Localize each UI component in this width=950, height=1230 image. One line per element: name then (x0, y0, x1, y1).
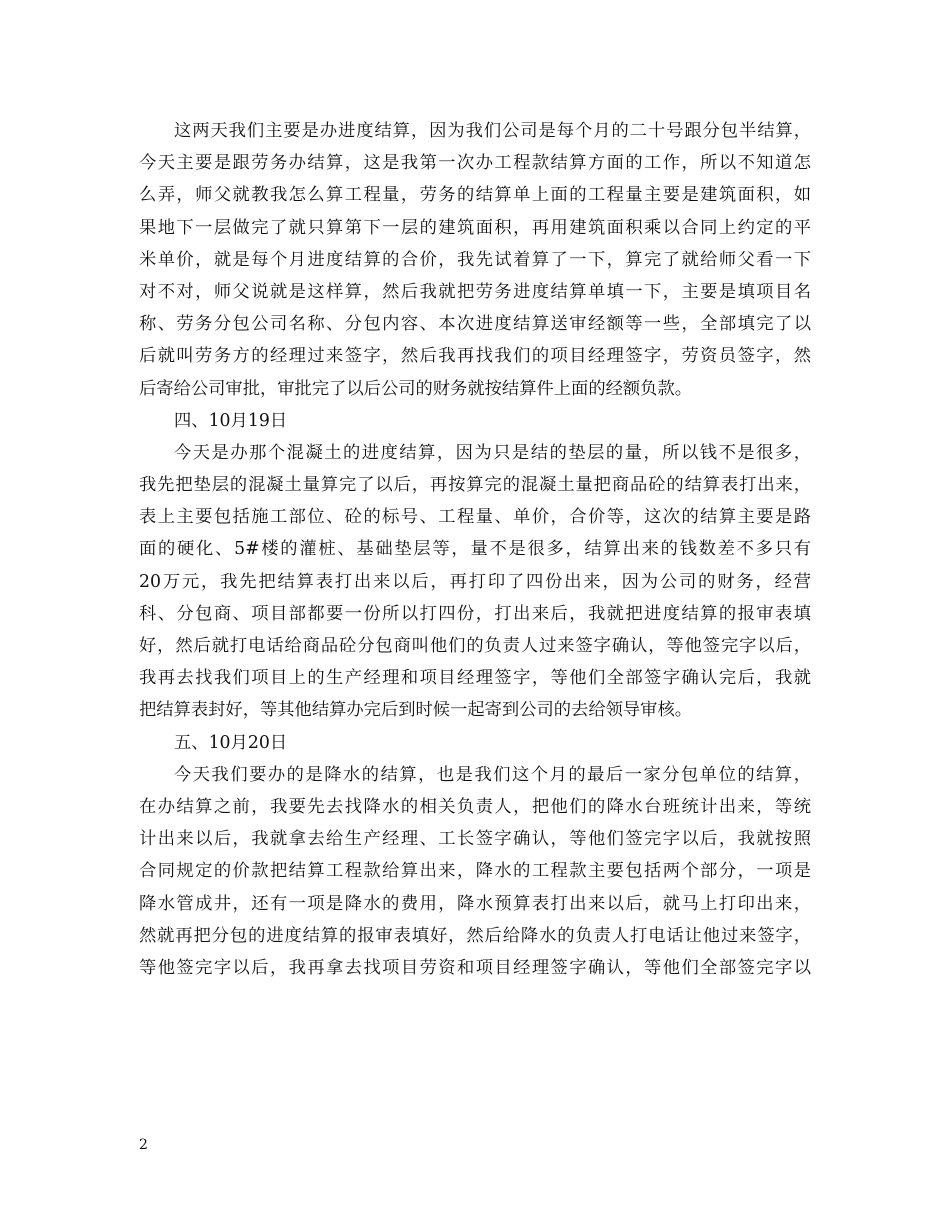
text-line: 我再去找我们项目上的生产经理和项目经理签字，等他们全部签字确认完后，我就 (139, 668, 811, 689)
paragraph (139, 437, 811, 727)
paragraph (139, 759, 811, 984)
text-line: 降水管成井，还有一项是降水的费用，降水预算表打出来以后，就马上打印出来， (139, 893, 811, 914)
text-line: 好，然后就打电话给商品砼分包商叫他们的负责人过来签字确认，等他签完字以后， (139, 636, 811, 656)
text-line: 今天主要是跟劳务办结算，这是我第一次办工程款结算方面的工作，所以不知道怎 (139, 153, 811, 174)
text-line: 后就叫劳务方的经理过来签字，然后我再找我们的项目经理签字，劳资员签字，然 (139, 346, 811, 367)
text-line: 今天是办那个混凝土的进度结算，因为只是结的垫层的量，所以钱不是很多， (174, 442, 811, 463)
text-line: 然就再把分包的进度结算的报审表填好，然后给降水的负责人打电话让他过来签字， (139, 925, 811, 946)
text-line: 么弄，师父就教我怎么算工程量，劳务的结算单上面的工程量主要是建筑面积，如 (139, 185, 811, 206)
text-line: 20万元，我先把结算表打出来以后，再打印了四份出来，因为公司的财务，经营 (139, 571, 811, 592)
text-line: 把结算表封好，等其他结算办完后到时候一起寄到公司的去给领导审核。 (139, 700, 693, 721)
text-line: 我先把垫层的混凝土量算完了以后，再按算完的混凝土量把商品砼的结算表打出来， (139, 475, 811, 496)
text-line: 对不对，师父说就是这样算，然后我就把劳务进度结算单填一下，主要是填项目名 (139, 281, 811, 302)
page-number: 2 (139, 1137, 148, 1153)
text-line: 今天我们要办的是降水的结算，也是我们这个月的最后一家分包单位的结算， (174, 764, 811, 785)
text-line: 果地下一层做完了就只算第下一层的建筑面积，再用建筑面积乘以合同上约定的平 (139, 217, 811, 238)
section-heading: 四、10月19日 (174, 410, 288, 431)
text-line: 后寄给公司审批，审批完了以后公司的财务就按结算件上面的经额负款。 (139, 378, 693, 399)
text-line: 米单价，就是每个月进度结算的合价，我先试着算了一下，算完了就给师父看一下 (139, 249, 811, 270)
text-line: 称、劳务分包公司名称、分包内容、本次进度结算送审经额等一些，全部填完了以 (139, 314, 811, 335)
text-line: 在办结算之前，我要先去找降水的相关负责人，把他们的降水台班统计出来，等统 (139, 796, 811, 817)
text-line: 表上主要包括施工部位、砼的标号、工程量、单价，合价等，这次的结算主要是路 (139, 507, 811, 528)
text-line: 计出来以后，我就拿去给生产经理、工长签字确认，等他们签完字以后，我就按照 (139, 829, 811, 850)
text-line: 面的硬化、5#楼的灌桩、基础垫层等，量不是很多，结算出来的钱数差不多只有 (139, 539, 811, 560)
text-line: 等他签完字以后，我再拿去找项目劳资和项目经理签字确认，等他们全部签完字以 (139, 957, 811, 978)
document-body (139, 115, 811, 984)
text-line: 这两天我们主要是办进度结算，因为我们公司是每个月的二十号跟分包半结算， (174, 121, 811, 141)
section-heading: 五、10月20日 (174, 732, 288, 753)
paragraph (139, 115, 811, 405)
text-line: 科、分包商、项目部都要一份所以打四份，打出来后，我就把进度结算的报审表填 (139, 603, 811, 624)
text-line: 合同规定的价款把结算工程款给算出来，降水的工程款主要包括两个部分，一项是 (139, 861, 811, 882)
